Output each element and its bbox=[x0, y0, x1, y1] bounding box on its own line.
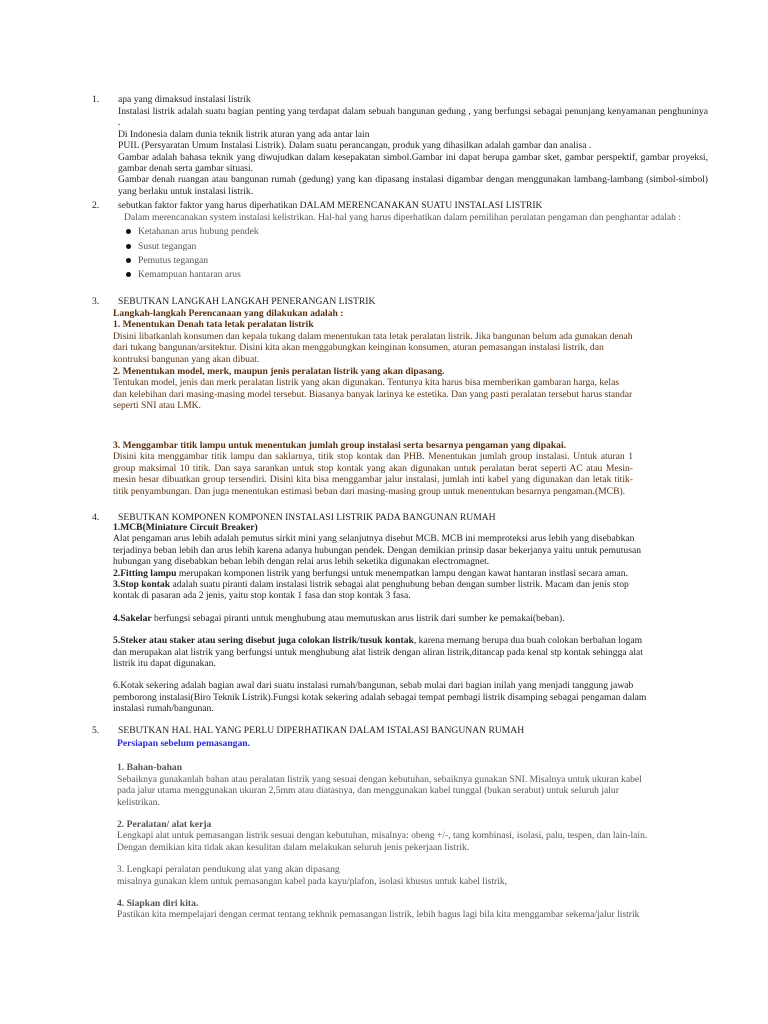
bullet-icon bbox=[126, 272, 131, 277]
component-item: 3.Stop kontak adalah suatu piranti dalam instalasi listrik sebagai alat penghubung beban dengan sumber listrik. Macam dan jenis stop kontak di pasaran ada 2 jenis, yaitu stop kontak 1 fasa dan stop kontak 3 fasa. bbox=[113, 579, 629, 602]
question-text: SEBUTKAN HAL HAL YANG PERLU DIPERHATIKAN DALAM ISTALASI BANGUNAN RUMAH bbox=[118, 725, 525, 736]
step-body: misalnya gunakan klem untuk pemasangan kabel pada kayu/plafon, isolasi khusus untuk kabel listrik, bbox=[117, 875, 508, 887]
answer-1 bbox=[118, 106, 708, 197]
lead-heading: Persiapan sebelum pemasangan. bbox=[117, 738, 250, 749]
step-body: Sebaiknya gunakanlah bahan atau peralatan listrik yang sesuai dengan kebutuhan, sebaiknya gunakan SNI. Misalnya untuk ukuran kabel pada jalur utama menggunakan ukuran 2,5mm atau diatasnya, dan menggunakan kabel tunggal (bukan serabut) untuk seluruh jalur kelistrikan. bbox=[117, 773, 642, 808]
step-title: 4. Siapkan diri kita. bbox=[117, 898, 199, 910]
paragraph: Dalam merencanakan system instalasi kelistrikan. Hal-hal yang harus diperhatikan dalam pemilihan peralatan pengaman dan penghantar adalah : bbox=[124, 212, 682, 223]
component-item: 2.Fitting lampu merupakan komponen listrik yang berfungsi untuk menempatkan lampu dengan kawat hantaran instlasi secara aman. bbox=[113, 567, 629, 579]
bullet-icon bbox=[126, 258, 131, 263]
answer-3 bbox=[113, 308, 633, 412]
question-text: SEBUTKAN LANGKAH LANGKAH PENERANGAN LISTRIK bbox=[118, 296, 376, 307]
question-text: apa yang dimaksud instalasi listrik bbox=[118, 94, 251, 105]
answer-2 bbox=[124, 212, 709, 284]
step-title: 1. Bahan-bahan bbox=[117, 762, 183, 774]
list-item: Susut tegangan bbox=[124, 241, 709, 255]
step-body: Lengkapi alat untuk pemasangan listrik sesuai dengan kebutuhan, misalnya: obeng +/-, tang kombinasi, isolasi, palu, tespen, dan lain-lain. Dengan demikian kita tidak akan kesulitan dalam melakukan seluruh jenis pekerjaan listrik. bbox=[117, 830, 648, 853]
step-title: 1. Menentukan Denah tata letak peralatan listrik bbox=[113, 319, 314, 331]
paragraph: Gambar adalah bahasa teknik yang diwujudkan dalam kesepakatan simbol.Gambar ini dapat berupa gambar sket, gambar perspektif, gambar proyeksi, gambar denah serta gambar situasi. bbox=[118, 151, 708, 175]
component-item: 5.Steker atau staker atau sering disebut juga colokan listrik/tusuk kontak, karena memang berupa dua buah colokan berbahan logam dan merupakan alat listrik yang berfungsi untuk menghubung alat listrik dengan aliran listrik,ditancap pada kenal stp kontak sehingga alat listrik itu dapat digunakan. bbox=[113, 635, 643, 670]
step-body: Pastikan kita mempelajari dengan cermat tentang tekhnik pemasangan listrik, lebih bagus lagi bila kita menggambar sekema/jalur listrik bbox=[117, 909, 640, 921]
list-item: Ketahanan arus hubung pendek bbox=[124, 226, 709, 240]
step-title: 3. Menggambar titik lampu untuk menentukan jumlah group instalasi serta besarnya pengaman yang dipakai. bbox=[113, 440, 567, 451]
component-label: 1.MCB(Miniature Circuit Breaker) bbox=[113, 522, 258, 533]
paragraph: Di Indonesia dalam dunia teknik listrik aturan yang ada antar lain bbox=[118, 128, 370, 140]
question-number: 4. bbox=[92, 512, 100, 523]
list-item: Pemutus tegangan bbox=[124, 255, 709, 269]
bullet-icon bbox=[126, 229, 131, 234]
step-body: Disini libatkanlah konsumen dan kepala tukang dalam menentukan tata letak peralatan listrik. Jika bangunan belum ada gunakan denah dari tukang bangunan/arsitektur. Disini kita akan menggabungkan keinginan konsumen, aturan pemasangan instalasi listrik, dan kontruksi bangunan yang akan dibuat. bbox=[113, 330, 633, 365]
question-number: 1. bbox=[92, 94, 100, 105]
question-number: 2. bbox=[92, 200, 100, 211]
component-item: 4.Sakelar berfungsi sebagai piranti untuk menghubung atau memutuskan arus listrik dari sumber ke pemakai(beban). bbox=[113, 612, 565, 624]
question-text: SEBUTKAN KOMPONEN KOMPONEN INSTALASI LISTRIK PADA BANGUNAN RUMAH bbox=[118, 512, 496, 523]
lead-heading: Langkah-langkah Perencanaan yang dilakukan adalah : bbox=[113, 308, 344, 319]
paragraph: Instalasi listrik adalah suatu bagian penting yang terdapat dalam sebuah bangunan gedung , yang berfungsi sebagai penunjang kenyamanan penghuninya . bbox=[118, 106, 708, 129]
step-title: 2. Peralatan/ alat kerja bbox=[117, 819, 212, 831]
component-item: 6.Kotak sekering adalah bagian awal dari suatu instalasi rumah/bangunan, sebab mulai dari bagian inilah yang menjadi tanggung jawab pemborong instalasi(Biro Teknik Listrik).Fungsi kotak sekering adalah sebagai tempat pembagi listrik disamping sebagai pengaman dalam instalasi rumah/bangunan. bbox=[113, 680, 647, 715]
bullet-list bbox=[124, 226, 709, 283]
answer-3-step-3 bbox=[113, 440, 633, 497]
step-body: Tentukan model, jenis dan merk peralatan listrik yang akan digunakan. Tentunya kita harus bisa memberikan gambaran harga, kelas dan kelebihan dari masing-masing model tersebut. Biasanya banyak larinya ke estetika. Dan yang pasti peralatan tersebut harus standar seperti SNI atau LMK. bbox=[113, 377, 633, 412]
step-title: 3. Lengkapi peralatan pendukung alat yang akan dipasang bbox=[117, 864, 340, 876]
bullet-icon bbox=[126, 244, 131, 249]
list-item: Kemampuan hantaran arus bbox=[124, 269, 709, 283]
step-title: 2. Menentukan model, merk, maupun jenis peralatan listrik yang akan dipasang. bbox=[113, 366, 445, 378]
question-text: sebutkan faktor faktor yang harus diperhatikan DALAM MERENCANAKAN SUATU INSTALASI LISTRIK bbox=[118, 200, 543, 211]
answer-4 bbox=[113, 522, 653, 715]
question-number: 3. bbox=[92, 296, 100, 307]
answer-5 bbox=[117, 738, 657, 921]
paragraph: Gambar denah ruangan atau bangunan rumah (gedung) yang kan dipasang instalasi digambar dengan menggunakan lambang-lambang (simbol-simbol) yang berlaku untuk instalasi listrik. bbox=[118, 174, 708, 197]
step-body: Disini kita menggambar titik lampu dan saklarnya, titik stop kontak dan PHB. Menentukan jumlah group instalasi. Untuk aturan 1 group maksimal 10 titik. Dan saya sarankan untuk stop kontak yang akan digunakan untuk peralatan berat seperti AC atau Mesin-mesin besar dibuatkan group tersendiri. Disini kita bisa menggambar jalur instalasi, jumlah inti kabel yang digunakan dan letak titik-titik penyambungan. Dan juga menentukan estimasi beban dari masing-masing group untuk menentukan besarnya pengaman.(MCB). bbox=[113, 451, 633, 497]
component-text: Alat pengaman arus lebih adalah pemutus sirkit mini yang selanjutnya disebut MCB. MCB ini memproteksi arus lebih yang disebabkan terjadinya beban lebih dan arus lebih karena adanya hubungan pendek. Dengan demikian prinsip dasar bekerjanya yaitu untuk pemutusan hubungan yang disebabkan beban lebih dengan relai arus lebih seketika digunakan electromagnet. bbox=[113, 533, 642, 568]
question-number: 5. bbox=[92, 725, 100, 736]
paragraph: PUIL (Persyaratan Umum Instalasi Listrik). Dalam suatu perancangan, produk yang dihasilkan adalah gambar dan analisa . bbox=[118, 140, 592, 152]
